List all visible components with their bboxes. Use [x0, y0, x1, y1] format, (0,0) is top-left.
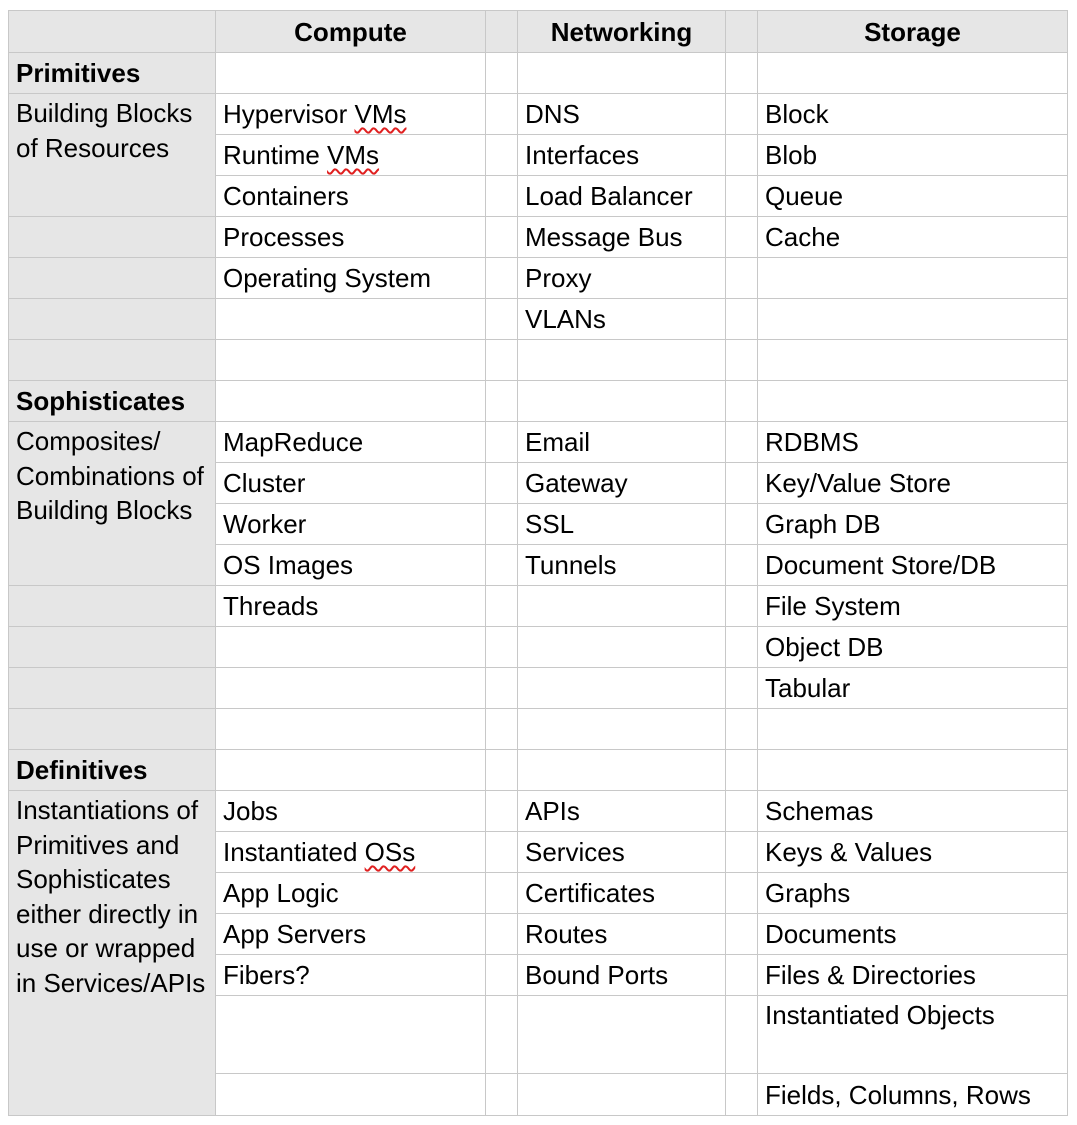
table-row: [9, 299, 1068, 340]
resource-taxonomy-table: [8, 10, 1068, 1116]
spacer-row: [9, 340, 1068, 381]
table-cell: Hypervisor VMs: [216, 94, 486, 135]
table-cell: Fibers?: [216, 955, 486, 996]
table-cell: Load Balancer: [518, 176, 726, 217]
table-cell: Certificates: [518, 873, 726, 914]
section-row: [9, 381, 1068, 422]
table-cell: App Logic: [216, 873, 486, 914]
table-cell: Instantiated Objects: [758, 996, 1068, 1074]
header-spacer: [486, 11, 518, 53]
table-row: [9, 94, 1068, 135]
table-cell: VLANs: [518, 299, 726, 340]
table-cell: SSL: [518, 504, 726, 545]
table-cell: Graph DB: [758, 504, 1068, 545]
table-cell: Cache: [758, 217, 1068, 258]
table-cell: Operating System: [216, 258, 486, 299]
table-cell: Routes: [518, 914, 726, 955]
table-cell: Bound Ports: [518, 955, 726, 996]
header-networking: Networking: [518, 11, 726, 53]
table-cell: Interfaces: [518, 135, 726, 176]
table-cell: Documents: [758, 914, 1068, 955]
header-spacer: [726, 11, 758, 53]
table-cell: Graphs: [758, 873, 1068, 914]
header-storage: Storage: [758, 11, 1068, 53]
table-cell: Processes: [216, 217, 486, 258]
table-cell: RDBMS: [758, 422, 1068, 463]
section-row: [9, 53, 1068, 94]
section-title-primitives: Primitives: [9, 53, 216, 94]
table-cell: Tabular: [758, 668, 1068, 709]
section-description-definitives: Instantiations of Primitives and Sophisticates either directly in use or wrapped in Services/APIs: [9, 791, 216, 1116]
table-cell: Services: [518, 832, 726, 873]
header-row: [9, 11, 1068, 53]
spellcheck-word: VMs: [327, 140, 380, 170]
section-row: [9, 750, 1068, 791]
table-cell: Worker: [216, 504, 486, 545]
table-cell: Document Store/DB: [758, 545, 1068, 586]
table-cell: Object DB: [758, 627, 1068, 668]
table-cell: Proxy: [518, 258, 726, 299]
table-row: [9, 627, 1068, 668]
table-cell: Schemas: [758, 791, 1068, 832]
table-cell: App Servers: [216, 914, 486, 955]
header-corner: [9, 11, 216, 53]
spellcheck-word: VMs: [354, 99, 407, 129]
table-cell: Gateway: [518, 463, 726, 504]
table-row: [9, 668, 1068, 709]
table-cell: Containers: [216, 176, 486, 217]
table-row: [9, 258, 1068, 299]
table-cell: Email: [518, 422, 726, 463]
table-cell: MapReduce: [216, 422, 486, 463]
section-description-primitives: Building Blocks of Resources: [9, 94, 216, 217]
table-cell: Jobs: [216, 791, 486, 832]
table-cell: OS Images: [216, 545, 486, 586]
table-row: [9, 586, 1068, 627]
table-row: [9, 791, 1068, 832]
table-row: [9, 422, 1068, 463]
table-cell: Key/Value Store: [758, 463, 1068, 504]
table-cell: Message Bus: [518, 217, 726, 258]
table-cell: Block: [758, 94, 1068, 135]
table-cell: Keys & Values: [758, 832, 1068, 873]
table-cell: Queue: [758, 176, 1068, 217]
table-cell: Fields, Columns, Rows: [758, 1074, 1068, 1116]
table-cell: APIs: [518, 791, 726, 832]
table-cell: DNS: [518, 94, 726, 135]
table-cell: Files & Directories: [758, 955, 1068, 996]
spacer-row: [9, 709, 1068, 750]
table-cell: Threads: [216, 586, 486, 627]
table-row: [9, 217, 1068, 258]
spellcheck-word: OSs: [364, 837, 416, 867]
section-title-definitives: Definitives: [9, 750, 216, 791]
section-description-sophisticates: Composites/ Combinations of Building Blocks: [9, 422, 216, 586]
section-title-sophisticates: Sophisticates: [9, 381, 216, 422]
table-cell: Blob: [758, 135, 1068, 176]
table-cell: Instantiated OSs: [216, 832, 486, 873]
table-cell: Runtime VMs: [216, 135, 486, 176]
table-cell: Cluster: [216, 463, 486, 504]
table-cell: File System: [758, 586, 1068, 627]
header-compute: Compute: [216, 11, 486, 53]
table-cell: Tunnels: [518, 545, 726, 586]
